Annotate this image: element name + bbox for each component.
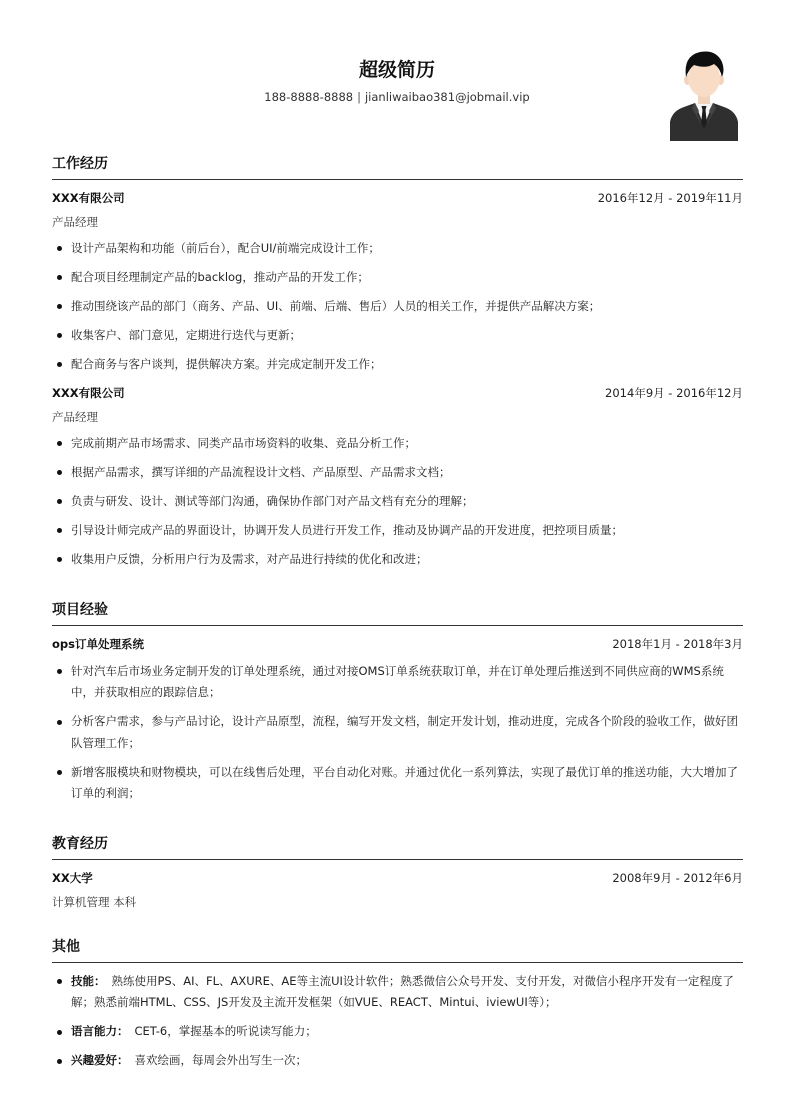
skills-label: 技能： [71,973,106,988]
hobbies-label: 兴趣爱好： [71,1053,129,1067]
entry-header [52,189,743,207]
date-range: 2016年12月 - 2019年11月 [597,191,743,205]
language-label: 语言能力： [71,1024,129,1038]
list-item-hobbies [52,1050,743,1072]
list-item: 设计产品架构和功能（前后台），配合UI/前端完成设计工作； [52,238,743,260]
job-title: 产品经理 [52,410,98,424]
entry-header [52,869,743,887]
section-title-work: 工作经历 [52,153,743,180]
entry-header [52,384,743,402]
work-entry [52,189,743,375]
work-experience-section [52,153,743,570]
list-item-language [52,1021,743,1043]
email-address: jianliwaibao381@jobmail.vip [364,90,530,104]
major-degree: 计算机管理 本科 [52,895,137,909]
project-duty-list [52,661,743,805]
list-item: 引导设计师完成产品的界面设计，协调开发人员进行开发工作，推动及协调产品的开发进度，把控项目质量； [52,520,743,542]
avatar [670,48,738,141]
duty-list [52,238,743,376]
project-name: ops订单处理系统 [52,637,144,651]
school-name: XX大学 [52,871,93,885]
date-range: 2014年9月 - 2016年12月 [605,386,743,400]
list-item: 分析客户需求，参与产品讨论，设计产品原型，流程，编写开发文档，制定开发计划，推动进度，完成各个阶段的验收工作，做好团队管理工作； [52,711,743,754]
resume-header [0,0,794,150]
section-title-education: 教育经历 [52,833,743,860]
company-name: XXX有限公司 [52,386,125,400]
language-text: CET-6，掌握基本的听说读写能力； [134,1024,317,1038]
list-item: 负责与研发、设计、测试等部门沟通，确保协作部门对产品文档有充分的理解； [52,491,743,513]
list-item: 配合项目经理制定产品的backlog，推动产品的开发工作； [52,267,743,289]
list-item: 根据产品需求，撰写详细的产品流程设计文档、产品原型、产品需求文档； [52,462,743,484]
phone-number: 188-8888-8888 [264,90,354,104]
contact-separator: | [357,90,361,104]
list-item: 针对汽车后市场业务定制开发的订单处理系统，通过对接OMS订单系统获取订单，并在订单处理后推送到不同供应商的WMS系统中，并获取相应的跟踪信息； [52,661,743,704]
education-section [52,833,743,910]
list-item: 新增客服模块和财物模块，可以在线售后处理，平台自动化对账。并通过优化一系列算法，实现了最优订单的推送功能，大大增加了订单的利润； [52,762,743,805]
section-title-projects: 项目经验 [52,599,743,626]
list-item: 收集客户、部门意见，定期进行迭代与更新； [52,325,743,347]
date-range: 2008年9月 - 2012年6月 [612,871,743,885]
skills-text: 熟练使用PS、AI、FL、AXURE、AE等主流UI设计软件；熟悉微信公众号开发、支付开发，对微信小程序开发有一定程度了解；熟悉前端HTML、CSS、JS开发及主流开发框架（如VUE、REACT、Mintui、iviewUI等）； [71,973,734,1009]
duty-list [52,433,743,571]
other-section [52,936,743,1072]
project-experience-section [52,599,743,805]
applicant-name: 超级简历 [358,59,435,81]
project-entry [52,635,743,805]
job-title: 产品经理 [52,215,98,229]
list-item: 收集用户反馈，分析用户行为及需求，对产品进行持续的优化和改进； [52,549,743,571]
section-title-other: 其他 [52,936,743,963]
list-item: 配合商务与客户谈判，提供解决方案。并完成定制开发工作； [52,354,743,376]
entry-header [52,635,743,653]
company-name: XXX有限公司 [52,191,125,205]
hobbies-text: 喜欢绘画，每周会外出写生一次； [134,1053,307,1067]
other-list [52,971,743,1072]
list-item: 完成前期产品市场需求、同类产品市场资料的收集、竞品分析工作； [52,433,743,455]
work-entry [52,384,743,570]
list-item-skills [52,971,743,1014]
date-range: 2018年1月 - 2018年3月 [612,637,743,651]
list-item: 推动围绕该产品的部门（商务、产品、UI、前端、后端、售后）人员的相关工作，并提供产品解决方案； [52,296,743,318]
